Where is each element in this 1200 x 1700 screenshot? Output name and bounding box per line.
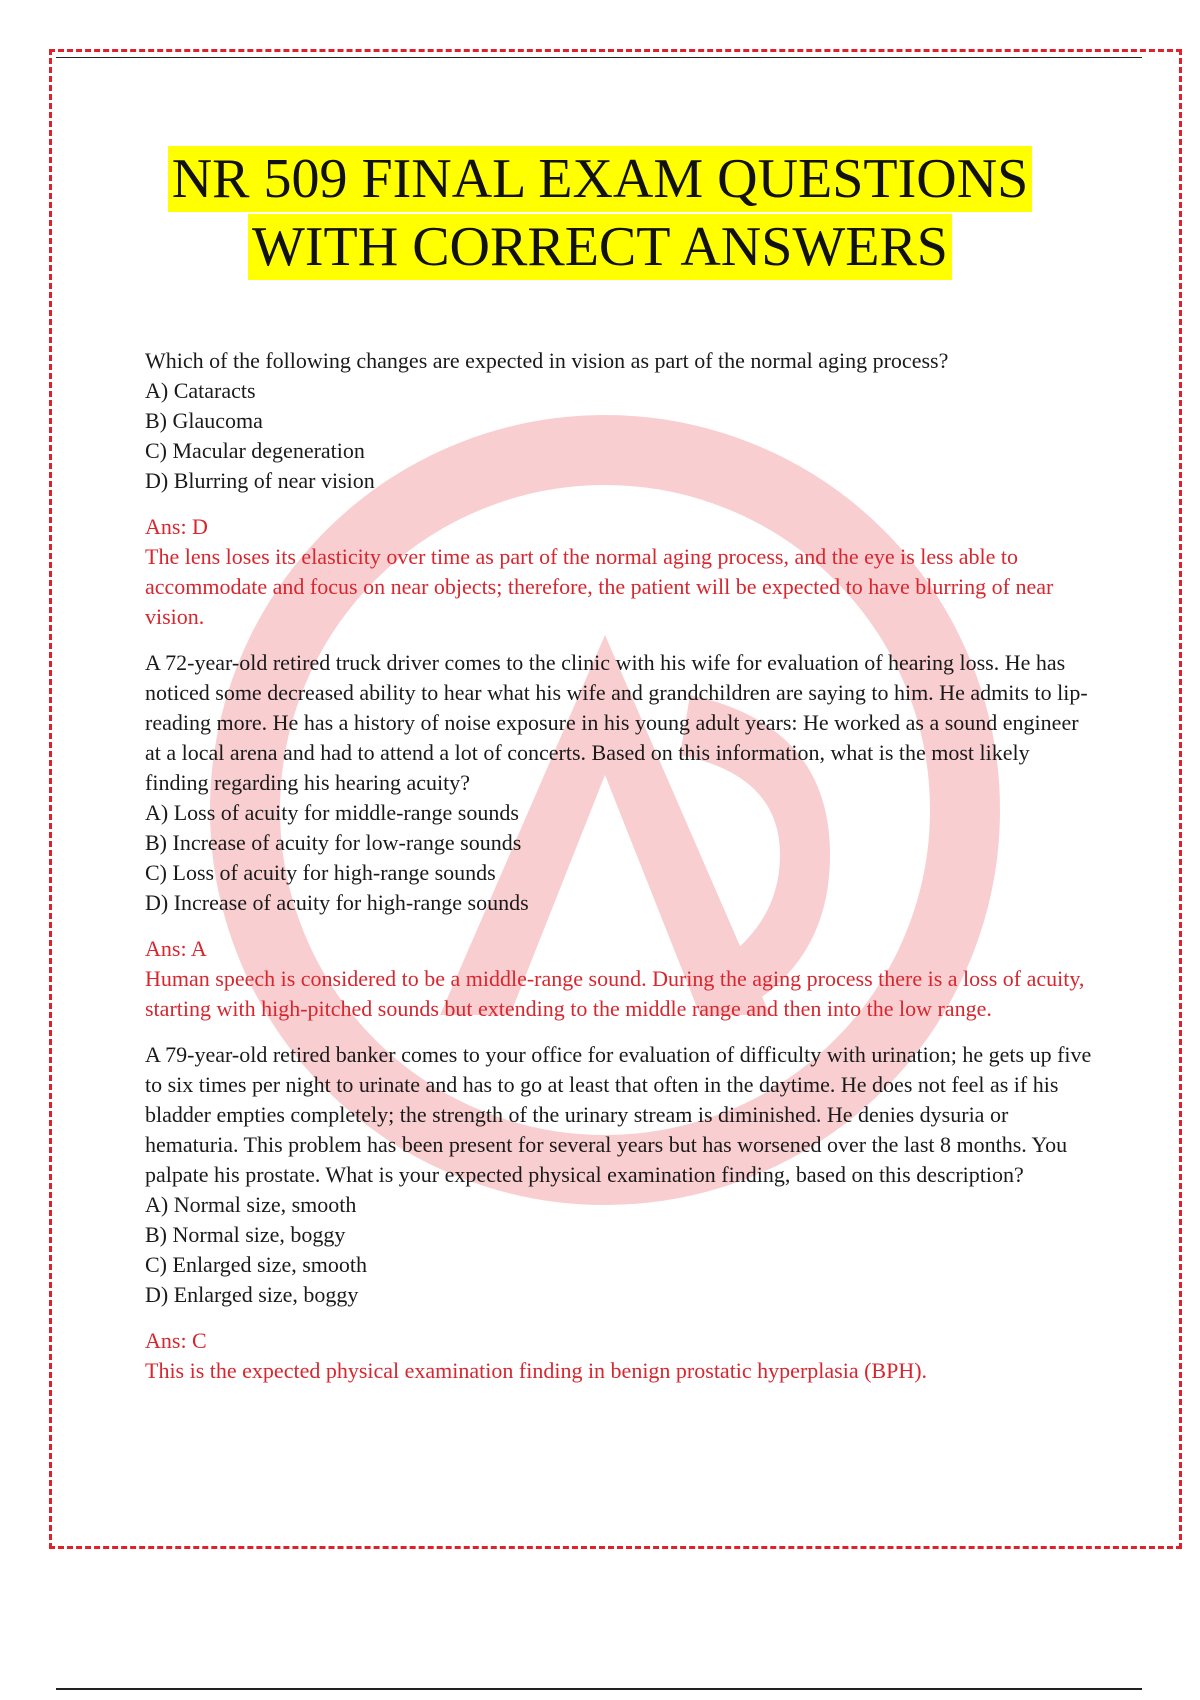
answer-3: [145, 1326, 1095, 1386]
option-d: D) Blurring of near vision: [145, 468, 375, 493]
answer-2: [145, 934, 1095, 1024]
answer-label: Ans: A: [145, 936, 207, 961]
answer-rationale: The lens loses its elasticity over time as part of the normal aging process, and the eye is less able to accommodate and focus on near objects; therefore, the patient will be expected to have blurring of near vision.: [145, 544, 1054, 629]
answer-rationale: This is the expected physical examination finding in benign prostatic hyperplasia (BPH).: [145, 1358, 928, 1383]
document-title: [0, 146, 1200, 282]
option-d: D) Enlarged size, boggy: [145, 1282, 359, 1307]
question-text: Which of the following changes are expected in vision as part of the normal aging process?: [145, 348, 949, 373]
question-list: [145, 346, 1095, 1402]
question-1: [145, 346, 1095, 496]
top-rule: [56, 57, 1142, 58]
option-a: A) Loss of acuity for middle-range sounds: [145, 800, 519, 825]
option-d: D) Increase of acuity for high-range sounds: [145, 890, 529, 915]
option-b: B) Normal size, boggy: [145, 1222, 346, 1247]
answer-rationale: Human speech is considered to be a middle-range sound. During the aging process there is a loss of acuity, starting with high-pitched sounds but extending to the middle range and then into the low range.: [145, 966, 1085, 1021]
title-line-2: WITH CORRECT ANSWERS: [248, 214, 952, 280]
answer-label: Ans: C: [145, 1328, 207, 1353]
answer-1: [145, 512, 1095, 632]
title-line-1: NR 509 FINAL EXAM QUESTIONS: [168, 146, 1033, 212]
option-c: C) Loss of acuity for high-range sounds: [145, 860, 496, 885]
question-text: A 79-year-old retired banker comes to your office for evaluation of difficulty with urination; he gets up five to six times per night to urinate and has to go at least that often in the daytime. He does not feel as if his bladder empties completely; the strength of the urinary stream is diminished. He denies dysuria or hematuria. This problem has been present for several years but has worsened over the last 8 months. You palpate his prostate. What is your expected physical examination finding, based on this description?: [145, 1042, 1092, 1187]
bottom-rule: [56, 1688, 1142, 1690]
question-3: [145, 1040, 1095, 1310]
option-c: C) Macular degeneration: [145, 438, 365, 463]
option-a: A) Normal size, smooth: [145, 1192, 357, 1217]
option-c: C) Enlarged size, smooth: [145, 1252, 367, 1277]
answer-label: Ans: D: [145, 514, 208, 539]
option-a: A) Cataracts: [145, 378, 256, 403]
option-b: B) Increase of acuity for low-range sounds: [145, 830, 522, 855]
question-2: [145, 648, 1095, 918]
option-b: B) Glaucoma: [145, 408, 263, 433]
question-text: A 72-year-old retired truck driver comes to the clinic with his wife for evaluation of hearing loss. He has noticed some decreased ability to hear what his wife and grandchildren are saying to him. He admits to lip-reading more. He has a history of noise exposure in his young adult years: He worked as a sound engineer at a local arena and had to attend a lot of concerts. Based on this information, what is the most likely finding regarding his hearing acuity?: [145, 650, 1088, 795]
